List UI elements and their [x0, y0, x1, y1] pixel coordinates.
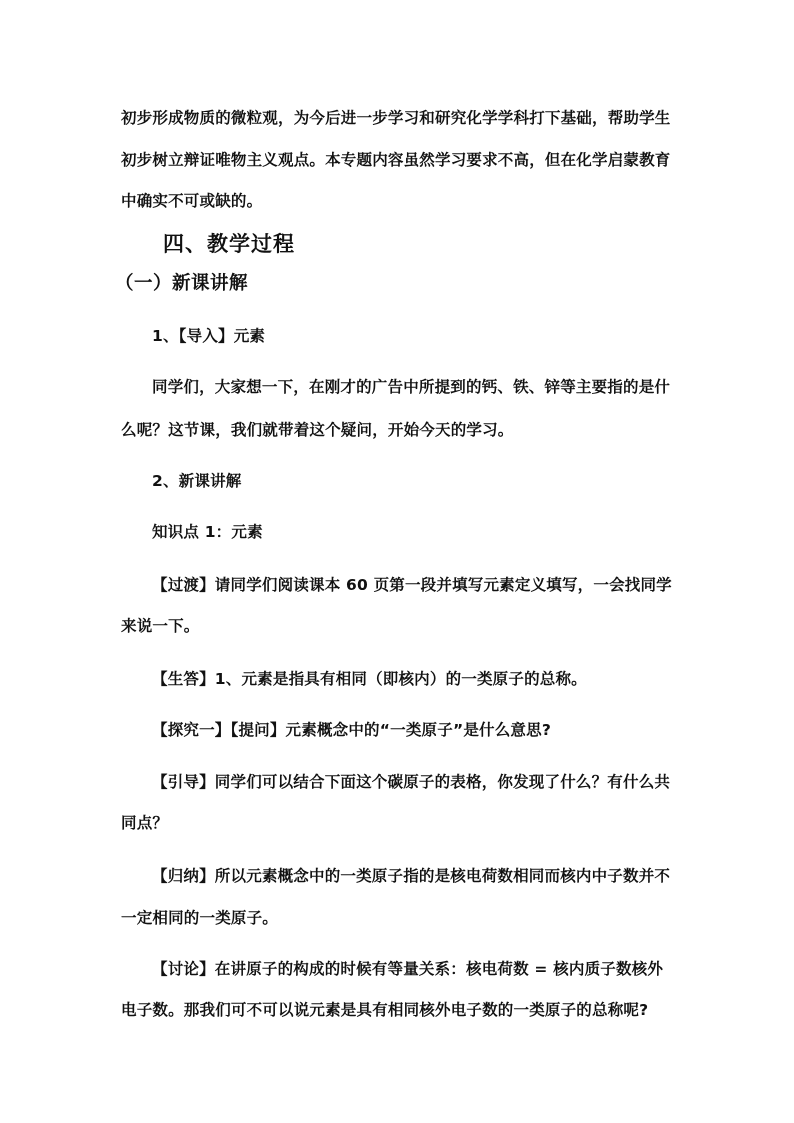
guide-line-2: 同点？ — [121, 814, 169, 832]
inquiry-question: 【探究一】【提问】元素概念中的“一类原子”是什么意思? — [152, 721, 552, 739]
section-heading: 四、教学过程 — [163, 232, 295, 256]
subsection-heading: （一）新课讲解 — [115, 273, 249, 294]
discussion-line-1: 【讨论】在讲原子的构成的时候有等量关系：核电荷数 = 核内质子数核外 — [152, 960, 664, 978]
intro-paragraph-line-2: 么呢？这节课，我们就带着这个疑问，开始今天的学习。 — [121, 421, 514, 439]
transition-line-2: 来说一下。 — [121, 617, 200, 635]
summary-line-2: 一定相同的一类原子。 — [121, 909, 279, 927]
summary-line-1: 【归纳】所以元素概念中的一类原子指的是核电荷数相同而核内中子数并不 — [152, 867, 671, 885]
knowledge-point-heading: 知识点 1：元素 — [152, 523, 263, 541]
intro-paragraph-line-1: 同学们，大家想一下，在刚才的广告中所提到的钙、铁、锌等主要指的是什 — [152, 378, 671, 396]
transition-line-1: 【过渡】请同学们阅读课本 60 页第一段并填写元素定义填写，一会找同学 — [152, 576, 672, 594]
student-answer: 【生答】1、元素是指具有相同（即核内）的一类原子的总称。 — [152, 670, 587, 688]
intro-line-1: 初步形成物质的微粒观，为今后进一步学习和研究化学学科打下基础，帮助学生 — [121, 109, 671, 127]
step-1-heading: 1、【导入】元素 — [152, 327, 266, 345]
step-2-heading: 2、新课讲解 — [152, 472, 242, 490]
guide-line-1: 【引导】同学们可以结合下面这个碳原子的表格，你发现了什么？有什么共 — [152, 773, 671, 791]
intro-line-3: 中确实不可或缺的。 — [121, 192, 263, 210]
discussion-line-2: 电子数。那我们可不可以说元素是具有相同核外电子数的一类原子的总称呢? — [121, 1001, 649, 1019]
intro-line-2: 初步树立辩证唯物主义观点。本专题内容虽然学习要求不高，但在化学启蒙教育 — [121, 151, 671, 169]
